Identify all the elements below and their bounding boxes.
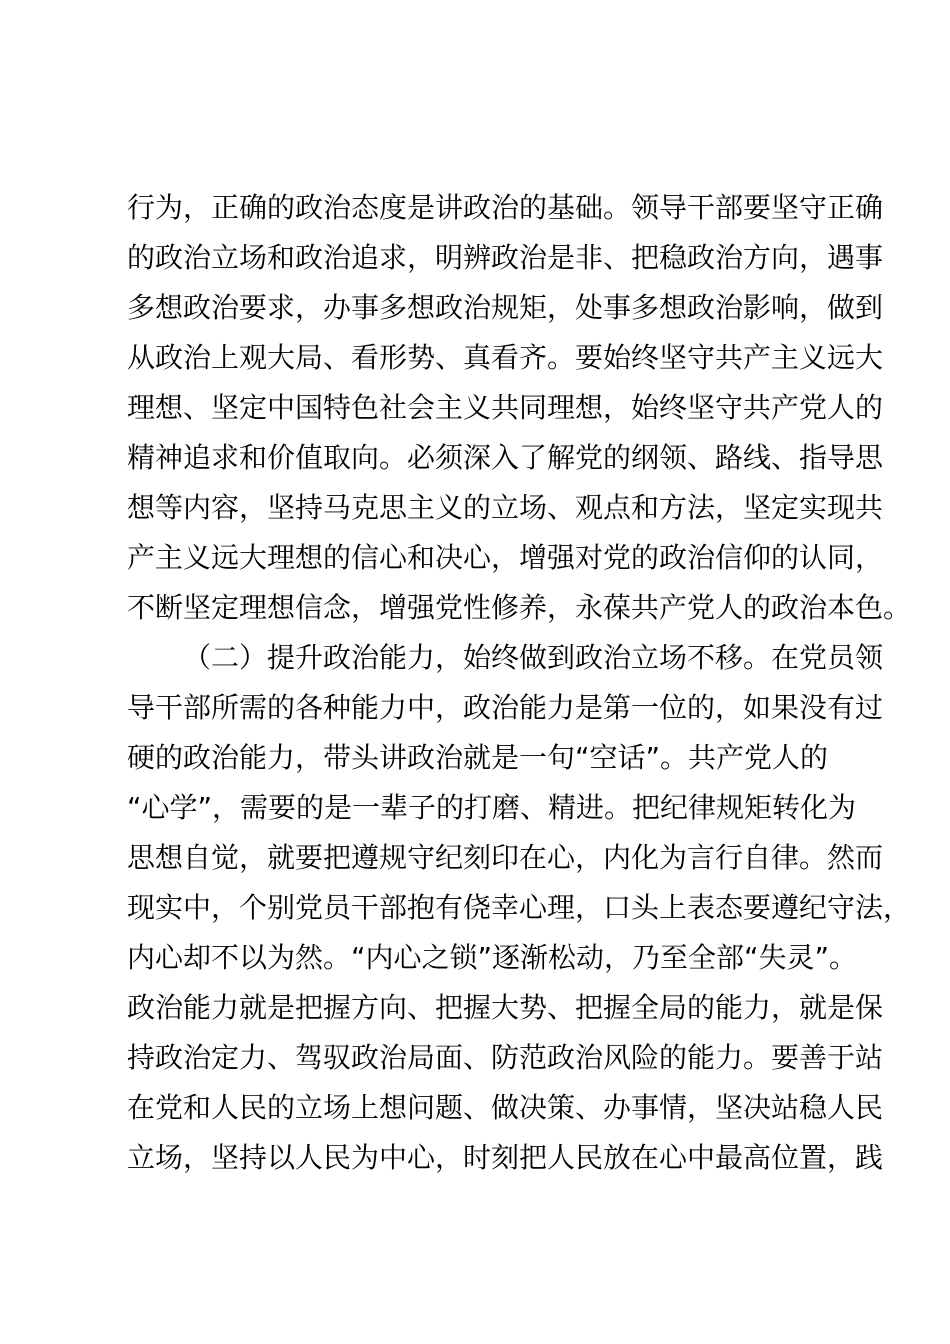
text-line: 产主义远大理想的信心和决心，增强对党的政治信仰的认同， [127, 541, 884, 574]
text-line: 持政治定力、驾驭政治局面、防范政治风险的能力。要善于站 [127, 1041, 884, 1074]
text-line: 行为，正确的政治态度是讲政治的基础。领导干部要坚守正确 [127, 191, 884, 224]
body-text [127, 183, 912, 1183]
text-line: 不断坚定理想信念，增强党性修养，永葆共产党人的政治本色。 [127, 591, 912, 624]
text-line: 政治能力就是把握方向、把握大势、把握全局的能力，就是保 [127, 991, 884, 1024]
text-line: 在党和人民的立场上想问题、做决策、办事情，坚决站稳人民 [127, 1091, 884, 1124]
text-line: 从政治上观大局、看形势、真看齐。要始终坚守共产主义远大 [127, 341, 884, 374]
text-line: 想等内容，坚持马克思主义的立场、观点和方法，坚定实现共 [127, 491, 884, 524]
text-line: 思想自觉，就要把遵规守纪刻印在心，内化为言行自律。然而 [127, 841, 884, 874]
section-heading-line: （二）提升政治能力，始终做到政治立场不移。在党员领 [183, 641, 884, 674]
text-line: “心学”，需要的是一辈子的打磨、精进。把纪律规矩转化为 [127, 791, 857, 824]
text-line: 内心却不以为然。“内心之锁”逐渐松动，乃至全部“失灵”。 [127, 941, 858, 974]
text-line: 立场，坚持以人民为中心，时刻把人民放在心中最高位置，践 [127, 1141, 884, 1174]
text-line: 精神追求和价值取向。必须深入了解党的纲领、路线、指导思 [127, 441, 884, 474]
text-line: 的政治立场和政治追求，明辨政治是非、把稳政治方向，遇事 [127, 241, 884, 274]
text-line: 导干部所需的各种能力中，政治能力是第一位的，如果没有过 [127, 691, 884, 724]
text-line: 多想政治要求，办事多想政治规矩，处事多想政治影响，做到 [127, 291, 884, 324]
text-line: 硬的政治能力，带头讲政治就是一句“空话”。共产党人的 [127, 741, 829, 774]
text-line: 现实中，个别党员干部抱有侥幸心理，口头上表态要遵纪守法， [127, 891, 912, 924]
text-line: 理想、坚定中国特色社会主义共同理想，始终坚守共产党人的 [127, 391, 884, 424]
